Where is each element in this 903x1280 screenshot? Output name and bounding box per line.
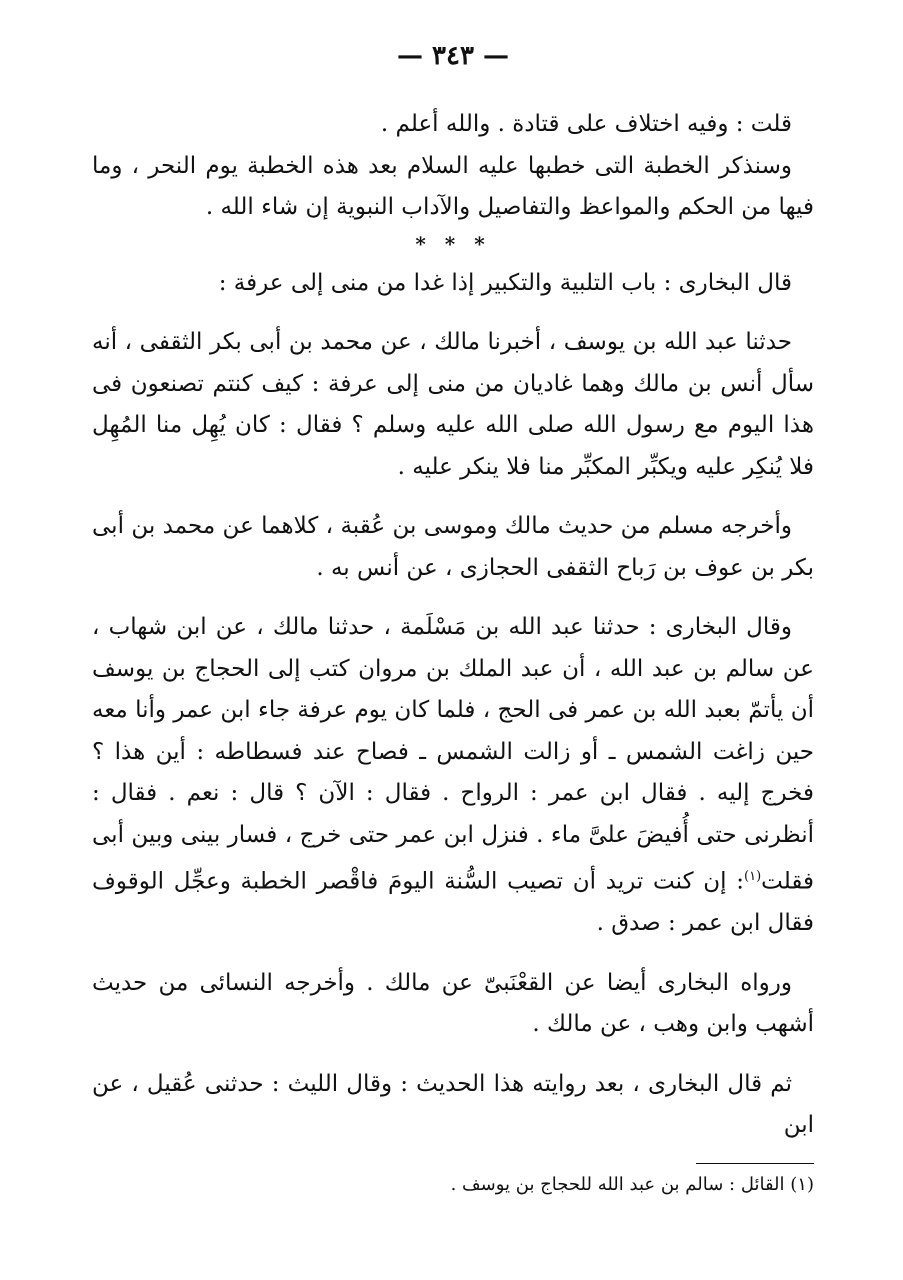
paragraph-qatada-note: قلت : وفيه اختلاف على قتادة . والله أعلم . xyxy=(380,111,792,137)
paragraph-ibn-umar-part-2: : إن كنت تريد أن تصيب السُّنة اليومَ فاقْصر الخطبة وعجِّل الوقوف فقال ابن عمر : صدق . xyxy=(92,868,814,937)
paragraph-khutba-mention: وسنذكر الخطبة التى خطبها عليه السلام بعد هذه الخطبة يوم النحر ، وما فيها من الحكم والمواعظ والتفاصيل والآداب النبوية إن شاء الله . xyxy=(92,152,814,220)
footnote-divider xyxy=(696,1163,814,1164)
paragraph-muslim-narration: وأخرجه مسلم من حديث مالك وموسى بن عُقبة ، كلاهما عن محمد بن أبى بكر بن عوف بن رَباح الثقفى الحجازى ، عن أنس به . xyxy=(92,513,814,581)
paragraph-ibn-umar-part-1: وقال البخارى : حدثنا عبد الله بن مَسْلَمة ، حدثنا مالك ، عن ابن شهاب ، عن سالم بن عبد الله ، أن عبد الملك بن مروان كتب إلى الحجاج بن يوسف أن يأتمّ بعبد الله بن عمر فى الحج ، فلما كان يوم عرفة جاء ابن عمر وأنا معه حين زاغت الشمس ـ أو زالت الشمس ـ فصاح عند فسطاطه : أين هذا ؟ فخرج إليه . فقال ابن عمر : الرواح . فقال : الآن ؟ قال : نعم . فقال : أنظرنى حتى أُفيضَ علىَّ ماء . فنزل ابن عمر حتى خرج ، فسار بينى وبين أبى فقلت xyxy=(92,614,814,895)
book-page xyxy=(92,36,814,1200)
paragraph-anas-hadith: حدثنا عبد الله بن يوسف ، أخبرنا مالك ، عن محمد بن أبى بكر الثقفى ، أنه سأل أنس بن مالك وهما غاديان من منى إلى عرفة : كيف كنتم تصنعون فى هذا اليوم مع رسول الله صلى الله عليه وسلم ؟ فقال : كان يُهِل منا المُهِل فلا يُنكِر عليه ويكبِّر المكبِّر منا فلا ينكر عليه . xyxy=(92,329,814,480)
footnote-text: (١) القائل : سالم بن عبد الله للحجاج بن يوسف . xyxy=(450,1173,814,1195)
paragraph-qanabi-narration: ورواه البخارى أيضا عن القعْنَبىّ عن مالك . وأخرجه النسائى من حديث أشهب وابن وهب ، عن مالك . xyxy=(92,969,814,1038)
footnote-marker: (١) xyxy=(744,869,762,884)
paragraph-chapter-heading: قال البخارى : باب التلبية والتكبير إذا غدا من منى إلى عرفة : xyxy=(218,269,792,296)
page-number: — ٣٤٣ — xyxy=(396,41,510,71)
paragraph-ibn-umar-hadith xyxy=(92,607,814,945)
section-separator-stars: * * * xyxy=(415,231,491,256)
paragraph-layth-narration: ثم قال البخارى ، بعد روايته هذا الحديث : وقال الليث : حدثنى عُقيل ، عن ابن xyxy=(92,1070,814,1139)
